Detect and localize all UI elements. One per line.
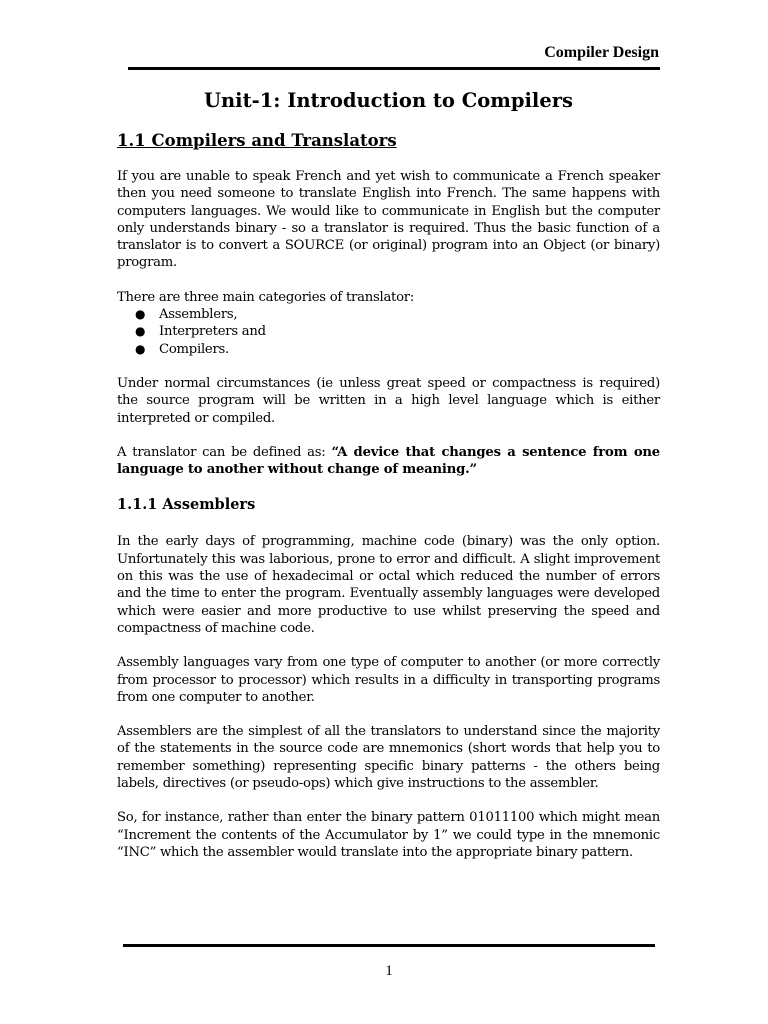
footer-rule: [123, 944, 655, 947]
subsection-paragraph-2: Assembly languages vary from one type of computer to another (or more correctly from processor to processor) which results in a difficulty in transporting programs from one computer to another.: [117, 655, 660, 705]
bullet-icon: ●: [135, 307, 146, 322]
list-item: [135, 323, 660, 340]
running-header: Compiler Design: [544, 44, 659, 61]
subsection-title: 1.1.1 Assemblers: [117, 496, 256, 514]
list-item: [135, 306, 660, 323]
header-rule: [128, 67, 660, 70]
bullet-icon: ●: [135, 324, 146, 339]
subsection-paragraph-4: So, for instance, rather than enter the binary pattern 01011100 which might mean “Increment the contents of the Accumulator by 1” we could type in the mnemonic “INC” which the assembler would translate into the appropriate binary pattern.: [117, 810, 660, 860]
list-item-label: Interpreters and: [159, 324, 266, 340]
section-paragraph-2: Under normal circumstances (ie unless great speed or compactness is required) the source program will be written in a high level language which is either interpreted or compiled.: [117, 375, 660, 426]
section-title: 1.1 Compilers and Translators: [117, 131, 397, 150]
list-item-label: Assemblers,: [159, 307, 238, 323]
list-item-label: Compilers.: [159, 341, 229, 357]
categories-intro: There are three main categories of translator:: [117, 289, 415, 305]
subsection-paragraph-1: In the early days of programming, machine code (binary) was the only option. Unfortunately this was laborious, prone to error and difficult. A slight improvement on this was the use of hexadecimal or octal which reduced the number of errors and the time to enter the program. Eventually assembly languages were developed which were easier and more productive to use whilst preserving the speed and compactness of machine code.: [117, 534, 660, 636]
definition-lead: A translator can be defined as:: [117, 444, 332, 460]
list-item: [135, 341, 660, 358]
page-content: [117, 88, 660, 878]
definition-paragraph: [117, 444, 660, 479]
definition-quote: “A device that changes a sentence from one language to another without change of meaning.”: [117, 444, 660, 478]
bullet-icon: ●: [135, 341, 146, 356]
categories-list: [117, 306, 660, 358]
unit-title: Unit-1: Introduction to Compilers: [204, 89, 573, 112]
subsection-paragraph-3: Assemblers are the simplest of all the translators to understand since the majority of the statements in the source code are mnemonics (short words that help you to remember something) representing specific binary patterns - the others being labels, directives (or pseudo-ops) which give instructions to the assembler.: [117, 724, 660, 792]
section-paragraph-1: If you are unable to speak French and yet wish to communicate a French speaker then you need someone to translate English into French. The same happens with computers languages. We would like to communicate in English but the computer only understands binary - so a translator is required. Thus the basic function of a translator is to convert a SOURCE (or original) program into an Object (or binary) program.: [117, 169, 660, 271]
page-number: 1: [385, 963, 393, 979]
